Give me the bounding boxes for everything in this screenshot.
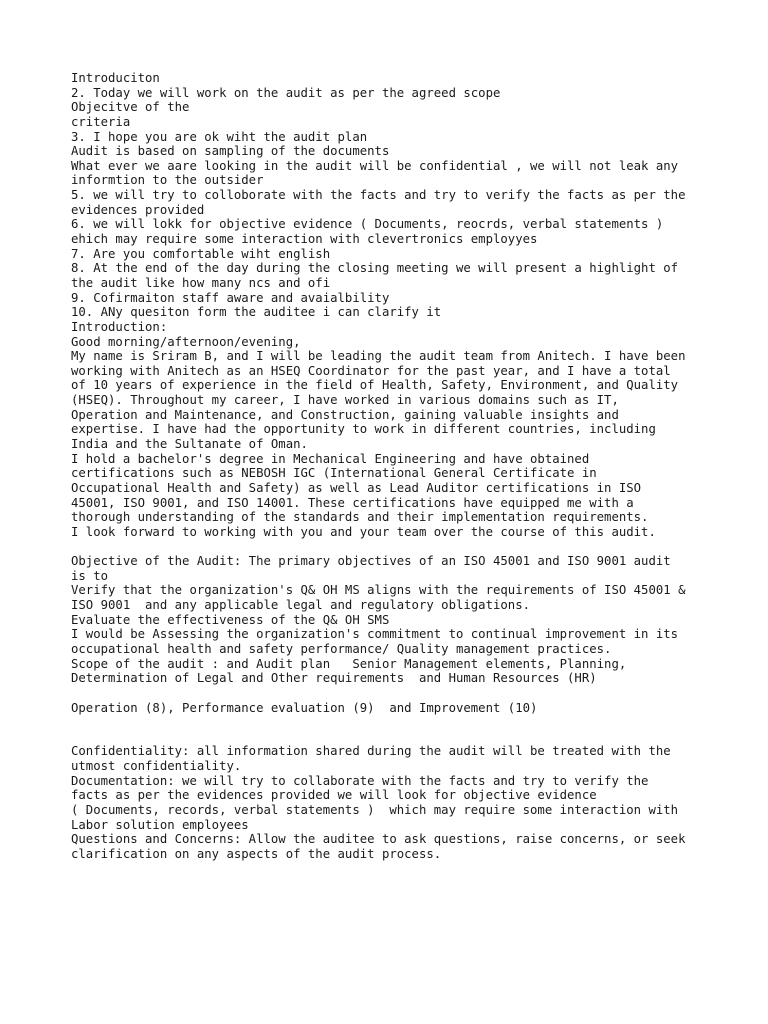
document-line: criteria: [71, 114, 131, 129]
document-line: 9. Cofirmaiton staff aware and avaialbility: [71, 290, 390, 305]
document-line: ( Documents, records, verbal statements ) which may require some interaction with: [71, 803, 679, 818]
document-line: I hold a bachelor's degree in Mechanical Engineering and have obtained: [71, 451, 590, 466]
document-line: utmost confidentiality.: [71, 759, 242, 774]
document-line: Operation (8), Performance evaluation (9) and Improvement (10): [71, 700, 538, 715]
document-line: 45001, ISO 9001, and ISO 14001. These certifications have equipped me with a: [71, 495, 634, 510]
document-line: Determination of Legal and Other requirements and Human Resources (HR): [71, 671, 597, 686]
document-line: Questions and Concerns: Allow the auditee to ask questions, raise concerns, or seek: [71, 832, 686, 847]
document-line: Audit is based on sampling of the documents: [71, 144, 390, 159]
document-line: [71, 730, 711, 745]
document-line: is to: [71, 568, 109, 583]
document-line: Labor solution employees: [71, 817, 249, 832]
document-line: expertise. I have had the opportunity to work in different countries, including: [71, 422, 656, 437]
document-line: Occupational Health and Safety) as well as Lead Auditor certifications in ISO: [71, 480, 642, 495]
document-line: What ever we aare looking in the audit will be confidential , we will not leak any: [71, 158, 679, 173]
document-line: [71, 686, 711, 701]
document-line: India and the Sultanate of Oman.: [71, 437, 308, 452]
document-line: Operation and Maintenance, and Construction, gaining valuable insights and: [71, 407, 619, 422]
document-line: ehich may require some interaction with clevertronics employyes: [71, 232, 538, 247]
document-line: I would be Assessing the organization's commitment to continual improvement in its: [71, 627, 679, 642]
document-line: working with Anitech as an HSEQ Coordinator for the past year, and I have a total: [71, 363, 671, 378]
document-line: Introduction:: [71, 319, 168, 334]
document-line: [71, 540, 711, 555]
document-line: Scope of the audit : and Audit plan Senior Management elements, Planning,: [71, 656, 627, 671]
document-line: thorough understanding of the standards and their implementation requirements.: [71, 510, 649, 525]
document-line: Documentation: we will try to collaborate with the facts and try to verify the: [71, 773, 649, 788]
document-line: 2. Today we will work on the audit as per the agreed scope: [71, 85, 501, 100]
document-line: 3. I hope you are ok wiht the audit plan: [71, 129, 368, 144]
document-line: Confidentiality: all information shared during the audit will be treated with the: [71, 744, 671, 759]
document-line: occupational health and safety performance/ Quality management practices.: [71, 641, 612, 656]
document-line: 7. Are you comfortable wiht english: [71, 246, 331, 261]
document-line: 10. ANy quesiton form the auditee i can clarify it: [71, 305, 442, 320]
document-line: Evaluate the effectiveness of the Q& OH SMS: [71, 612, 390, 627]
document-line: Good morning/afternoon/evening,: [71, 334, 301, 349]
document-line: [71, 715, 711, 730]
document-text-body: [71, 71, 711, 862]
document-line: (HSEQ). Throughout my career, I have worked in various domains such as IT,: [71, 393, 619, 408]
document-line: ISO 9001 and any applicable legal and regulatory obligations.: [71, 598, 531, 613]
document-line: the audit like how many ncs and ofi: [71, 275, 331, 290]
document-line: certifications such as NEBOSH IGC (International General Certificate in: [71, 466, 597, 481]
document-line: My name is Sriram B, and I will be leading the audit team from Anitech. I have been: [71, 349, 686, 364]
document-line: Objective of the Audit: The primary objectives of an ISO 45001 and ISO 9001 audit: [71, 554, 671, 569]
document-line: facts as per the evidences provided we will look for objective evidence: [71, 788, 597, 803]
document-line: informtion to the outsider: [71, 173, 264, 188]
document-line: Objecitve of the: [71, 100, 190, 115]
document-line: evidences provided: [71, 202, 205, 217]
document-line: Verify that the organization's Q& OH MS aligns with the requirements of ISO 45001 &: [71, 583, 686, 598]
document-line: 8. At the end of the day during the closing meeting we will present a highlight of: [71, 261, 679, 276]
document-line: Introduciton: [71, 71, 160, 85]
document-line: clarification on any aspects of the audit process.: [71, 846, 442, 861]
document-line: 5. we will try to colloborate with the facts and try to verify the facts as per the: [71, 188, 686, 203]
document-line: 6. we will lokk for objective evidence ( Documents, reocrds, verbal statements ): [71, 217, 664, 232]
document-line: of 10 years of experience in the field of Health, Safety, Environment, and Quality: [71, 378, 679, 393]
document-line: I look forward to working with you and your team over the course of this audit.: [71, 524, 656, 539]
